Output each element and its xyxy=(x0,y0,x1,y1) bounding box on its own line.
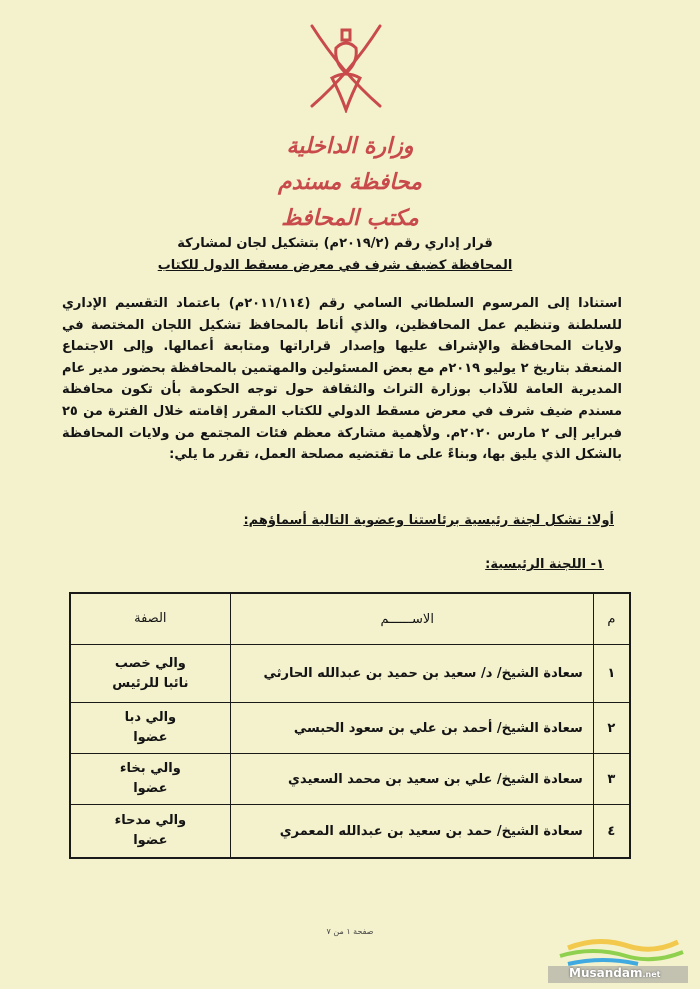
decision-title xyxy=(140,233,530,277)
office-name: مكتب المحافظ xyxy=(281,205,419,231)
title-line-2: المحافظة كضيف شرف في معرض مسقط الدول للكتاب xyxy=(157,258,513,273)
watermark-name: Musandam xyxy=(569,966,643,980)
role-position: عضوا xyxy=(133,781,168,796)
row-role xyxy=(70,805,230,859)
committee-table xyxy=(69,592,631,859)
governorate-name: محافظة مسندم xyxy=(278,169,422,195)
watermark-suffix: .net xyxy=(642,970,661,979)
row-role xyxy=(70,645,230,703)
table-row xyxy=(70,645,630,703)
page-number: صفحة ١ من ٧ xyxy=(326,927,374,936)
row-role xyxy=(70,703,230,754)
row-name: سعادة الشيخ/ علي بن سعيد بن محمد السعيدي xyxy=(230,754,593,805)
section-heading: أولا: تشكل لجنة رئيسية برئاستنا وعضوية التالية أسماؤهم: xyxy=(243,513,614,528)
table-row xyxy=(70,805,630,859)
row-num: ١ xyxy=(593,645,630,703)
subsection-heading: ١- اللجنة الرئيسية: xyxy=(485,557,604,572)
role-title: والي مدحاء xyxy=(114,813,187,828)
row-name: سعادة الشيخ/ أحمد بن علي بن سعود الحبسي xyxy=(230,703,593,754)
role-title: والي خصب xyxy=(114,655,186,671)
row-role xyxy=(70,754,230,805)
role-position: نائبا للرئيس xyxy=(112,675,189,691)
role-title: والي بخاء xyxy=(119,761,181,776)
ministry-name: وزارة الداخلية xyxy=(286,133,414,159)
header-num: م xyxy=(593,593,630,645)
row-name: سعادة الشيخ/ د/ سعيد بن حميد بن عبدالله الحارثي xyxy=(230,645,593,703)
header-name: الاســــــم xyxy=(230,593,593,645)
row-num: ٣ xyxy=(593,754,630,805)
role-title: والي دبا xyxy=(124,710,177,725)
title-line-1: قرار إداري رقم (٢٠١٩/٢م) بتشكيل لجان لمشاركة xyxy=(177,236,493,251)
table-row xyxy=(70,754,630,805)
preamble-paragraph: استنادا إلى المرسوم السلطاني السامي رقم (٢٠١١/١١٤م) باعتماد التقسيم الإداري للسلطنة وتنظيم عمل المحافظين، والذي أناط بالمحافظ تشكيل اللجان المختصة في ولايات المحافظة والإشراف عليها وإصدار قراراتها ومتابعة أعمالها. وإلى الاجتماع المنعقد بتاريخ ٢ يوليو ٢٠١٩م مع بعض المسئولين والمهتمين بالمحافظة بحضور مدير عام المديرية العامة للآداب بوزارة التراث والثقافة حول توجه الحكومة بأن تكون محافظة مسندم ضيف شرف في معرض مسقط الدولي للكتاب المقرر إقامته خلال الفترة من ٢٥ فبراير إلى ٢ مارس ٢٠٢٠م. ولأهمية مشاركة معظم فئات المجتمع من ولايات المحافظة بالشكل الذي يليق بها، وبناءً على ما تقتضيه مصلحة العمل، تقرر ما يلي: xyxy=(62,296,623,463)
row-num: ٢ xyxy=(593,703,630,754)
header-role: الصفة xyxy=(70,593,230,645)
row-num: ٤ xyxy=(593,805,630,859)
ministry-header xyxy=(240,128,460,236)
watermark-text xyxy=(569,966,660,980)
table-row xyxy=(70,703,630,754)
role-position: عضوا xyxy=(133,730,168,745)
row-name: سعادة الشيخ/ حمد بن سعيد بن عبدالله المعمري xyxy=(230,805,593,859)
role-position: عضوا xyxy=(133,833,168,848)
khanjar-emblem-icon xyxy=(302,18,390,113)
table-header-row xyxy=(70,593,630,645)
